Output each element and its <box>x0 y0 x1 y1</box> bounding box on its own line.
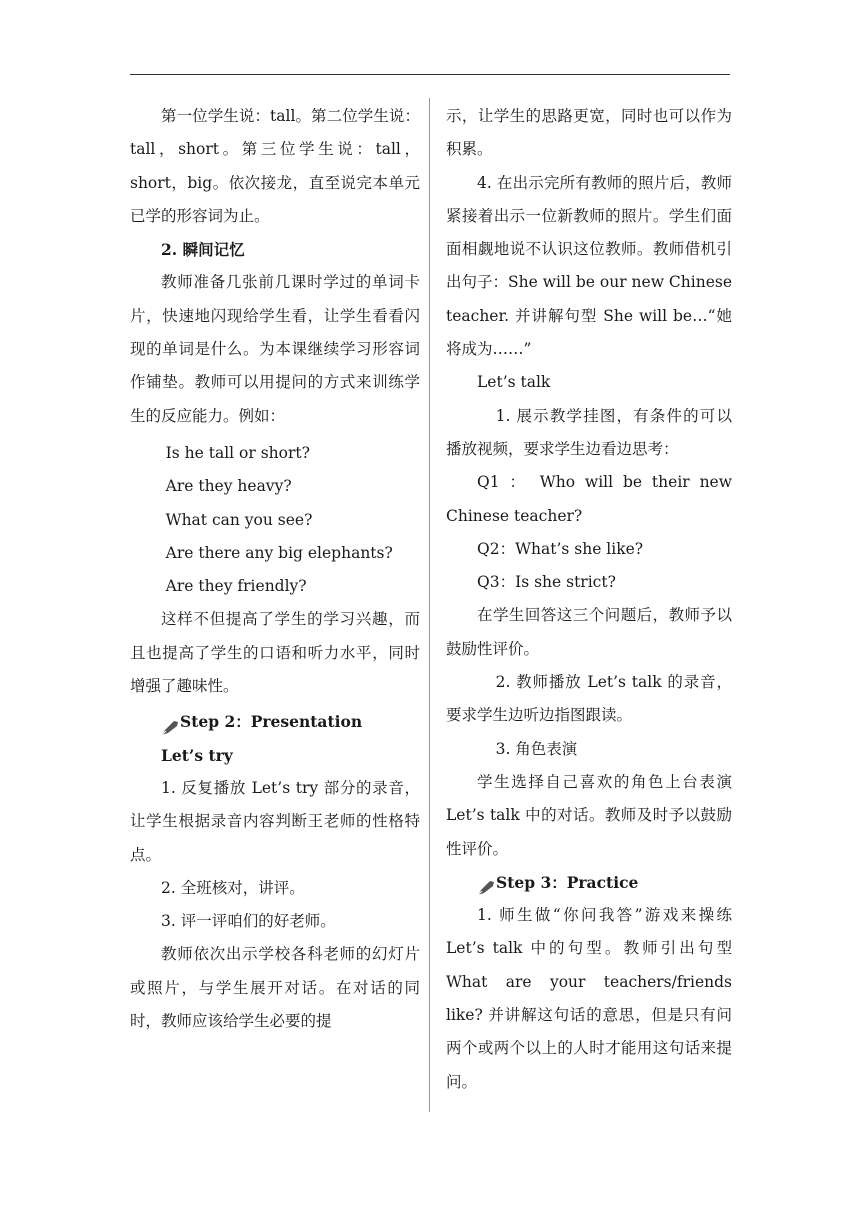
example-sentence: Are they heavy? <box>165 477 292 496</box>
paragraph: 3. 角色表演 <box>495 739 578 758</box>
section-heading: 2. 瞬间记忆 <box>161 240 245 260</box>
subsection-heading: Let’s try <box>161 745 233 765</box>
paragraph: 2. 全班核对，讲评。 <box>161 878 305 897</box>
paragraph: 在学生回答这三个问题后，教师予以鼓励性评价。 <box>446 606 732 658</box>
example-sentence: Is he tall or short? <box>165 443 310 462</box>
paragraph: 1. 师生做“你问我答”游戏来操练 Let’s talk 中的句型。教师引出句型 What are your teachers/friends like? 并讲解这句话的意思，但是只有问两个或两个以上的人时才能用这句话来提问。 <box>446 906 732 1091</box>
step-heading-label: Step 2：Presentation <box>180 712 363 732</box>
step-heading-label: Step 3：Practice <box>496 872 639 892</box>
example-sentence: Are they friendly? <box>165 577 307 596</box>
pen-nib-icon <box>161 714 179 730</box>
paragraph: 4. 在出示完所有教师的照片后，教师紧接着出示一位新教师的照片。学生们面面相觑地说不认识这位教师。教师借机引出句子：She will be our new Chinese teacher. 并讲解句型 She will be…“她将成为……” <box>446 173 732 359</box>
question: Q1 ： Who will be their new Chinese teacher? <box>446 473 732 525</box>
paragraph: 第一位学生说：tall。第二位学生说：tall，short。第三位学生说：tall，short，big。依次接龙，直至说完本单元已学的形容词为止。 <box>130 107 420 225</box>
left-column <box>130 100 420 1038</box>
example-sentence: What can you see? <box>165 510 313 529</box>
column-divider <box>429 98 430 1112</box>
paragraph: 这样不但提高了学生的学习兴趣，而且也提高了学生的口语和听力水平，同时增强了趣味性。 <box>130 610 420 696</box>
paragraph: 教师准备几张前几课时学过的单词卡片，快速地闪现给学生看，让学生看看闪现的单词是什么。为本课继续学习形容词作铺垫。教师可以用提问的方式来训练学生的反应能力。例如： <box>130 273 420 425</box>
paragraph: 示，让学生的思路更宽，同时也可以作为积累。 <box>446 107 732 159</box>
pen-nib-icon <box>477 874 495 890</box>
paragraph: 1. 反复播放 Let’s try 部分的录音，让学生根据录音内容判断王老师的性格特点。 <box>130 778 420 864</box>
paragraph: 1. 展示教学挂图，有条件的可以播放视频，要求学生边看边思考： <box>446 406 732 458</box>
paragraph: 2. 教师播放 Let’s talk 的录音，要求学生边听边指图跟读。 <box>446 673 732 725</box>
question: Q3：Is she strict? <box>477 573 616 592</box>
paragraph: 3. 评一评咱们的好老师。 <box>161 912 336 931</box>
right-column <box>446 100 732 1099</box>
paragraph: 学生选择自己喜欢的角色上台表演 Let’s talk 中的对话。教师及时予以鼓励性评价。 <box>446 772 732 858</box>
step-heading <box>446 866 732 899</box>
example-sentence: Are there any big elephants? <box>165 543 393 562</box>
question: Q2：What’s she like? <box>477 539 644 558</box>
step-heading <box>130 705 420 738</box>
header-rule <box>130 74 730 75</box>
paragraph: 教师依次出示学校各科老师的幻灯片或照片，与学生展开对话。在对话的同时，教师应该给学生必要的提 <box>130 945 420 1031</box>
subsection-heading: Let’s talk <box>477 373 551 392</box>
